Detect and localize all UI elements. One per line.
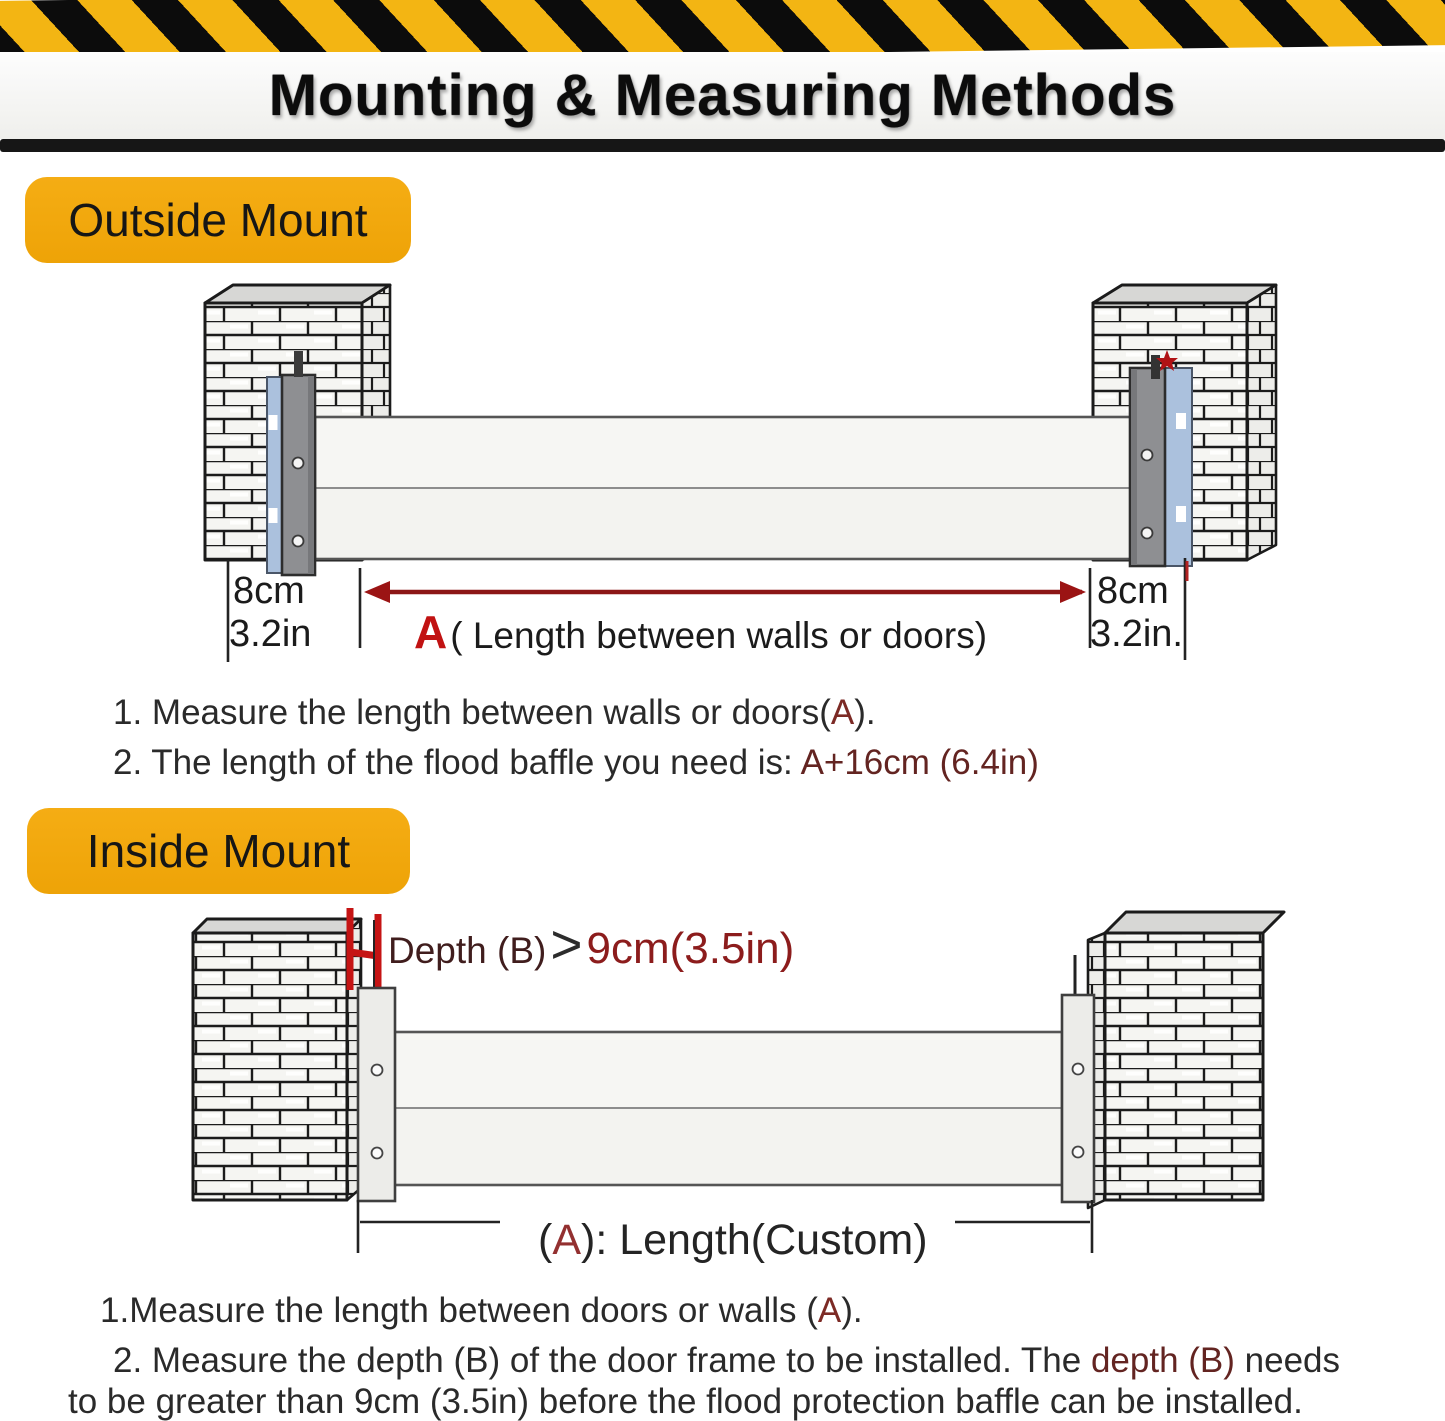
outside-instr2-accent: A+16cm (6.4in) (800, 743, 1039, 782)
page-title: Mounting & Measuring Methods (268, 63, 1177, 128)
left-mounting-bracket (267, 351, 315, 575)
outside-mount-label (25, 177, 411, 263)
inside-mount-label-text: Inside Mount (86, 825, 351, 877)
greater-than-sign: > (550, 913, 583, 975)
outside-dim-right-in: 3.2in. (1090, 613, 1183, 655)
inside-instr2-accent: depth (B) (1090, 1341, 1235, 1380)
outside-mount-label-text: Outside Mount (68, 194, 368, 246)
inside-instr1-pre: 1.Measure the length between doors or walls ( (100, 1291, 818, 1330)
length-a-arrow (364, 561, 1187, 603)
length-a-text: ( Length between walls or doors) (450, 615, 988, 656)
outside-instruction-2 (113, 743, 1039, 783)
left-inside-bracket (358, 988, 395, 1201)
inside-length-a-label (538, 1216, 928, 1265)
right-mounting-bracket (1130, 350, 1192, 566)
depth-value: 9cm(3.5in) (586, 924, 795, 973)
outside-instruction-1 (113, 693, 876, 733)
inside-instr2-pre: 2. Measure the depth (B) of the door frame to be installed. The (113, 1341, 1091, 1380)
left-brick-pillar (193, 919, 361, 1200)
outside-dim-right-cm: 8cm (1097, 570, 1169, 612)
outside-dim-left-in: 3.2in (229, 613, 312, 655)
flood-barrier-panels (394, 1032, 1062, 1185)
right-brick-pillar (1088, 912, 1284, 1208)
outside-instr1-pre: 1. Measure the length between walls or doors( (113, 693, 831, 732)
inside-instr1-post: ). (841, 1291, 863, 1330)
title-underline-bar (0, 139, 1445, 152)
outside-mount-diagram (0, 265, 1445, 685)
outside-instr1-accent: A (830, 693, 855, 732)
inside-instruction-2-line1 (113, 1341, 1340, 1381)
inside-mount-label (27, 808, 410, 894)
outside-instr1-post: ). (854, 693, 876, 732)
length-a-letter: A (414, 606, 448, 658)
outside-length-a-label (414, 605, 987, 659)
depth-label-text: Depth (B) (388, 930, 547, 971)
outside-instr2-pre: 2. The length of the flood baffle you need is: (113, 743, 801, 782)
flood-barrier-panels (315, 417, 1135, 559)
inside-instruction-2-line2 (68, 1382, 1303, 1421)
inside-instr1-accent: A (817, 1291, 842, 1330)
inside-length-a-letter: A (552, 1216, 582, 1264)
outside-dim-left-cm: 8cm (233, 570, 305, 612)
inside-mount-diagram (0, 900, 1445, 1275)
title-band (0, 52, 1445, 139)
inside-length-a-pre: ( (538, 1216, 553, 1264)
inside-instr2-post: needs (1234, 1341, 1341, 1380)
depth-b-label (388, 912, 794, 976)
inside-length-a-post: ): Length(Custom) (581, 1216, 928, 1264)
inside-instr2-line2: to be greater than 9cm (3.5in) before the flood protection baffle can be installed. (68, 1382, 1303, 1421)
inside-instruction-1 (100, 1291, 863, 1331)
